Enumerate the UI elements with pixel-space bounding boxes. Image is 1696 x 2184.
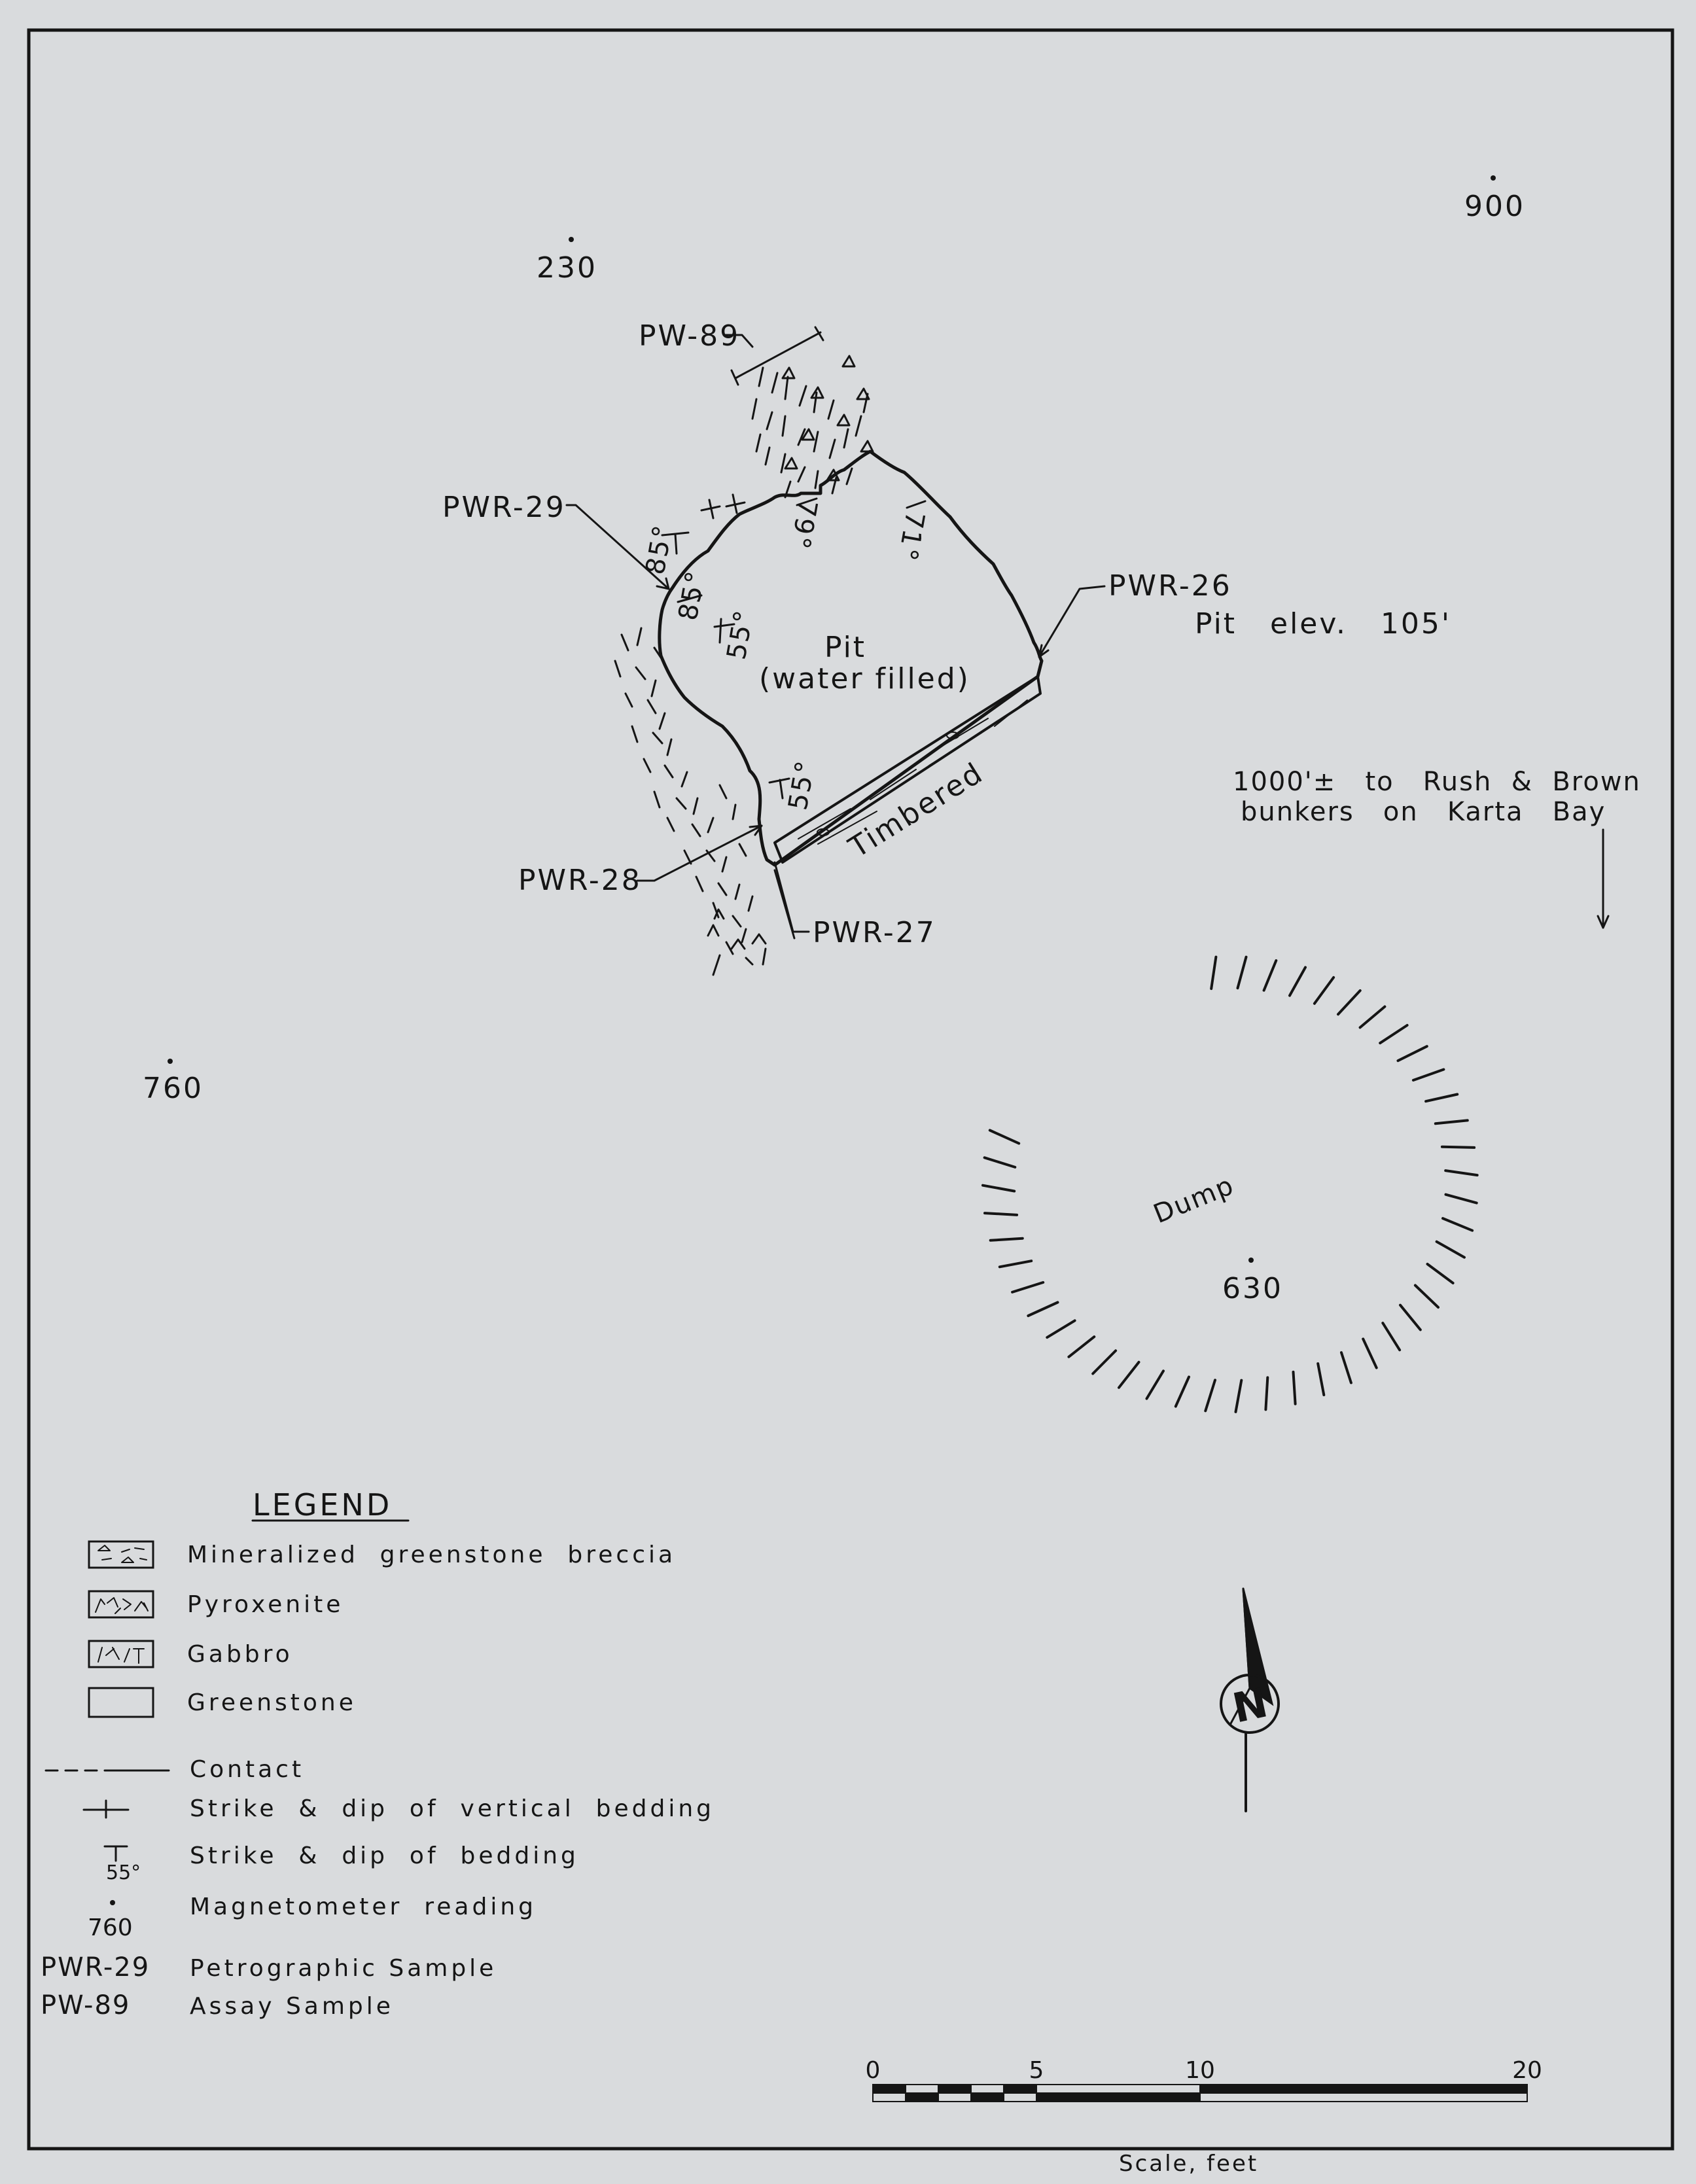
dump-hachure [1012, 1282, 1043, 1292]
legend-item [41, 1990, 394, 2020]
map-border [29, 30, 1672, 2149]
scale-segment [906, 2093, 938, 2102]
greenstone-blank [89, 1688, 153, 1717]
magnetometer-reading [1222, 1258, 1283, 1305]
svg-text:630: 630 [1222, 1272, 1283, 1305]
petrographic-sample-marker [442, 491, 669, 589]
legend-item [84, 1795, 715, 1822]
svg-text:PW-89: PW-89 [639, 319, 741, 353]
legend-item [41, 1952, 497, 1982]
legend-item [89, 1688, 357, 1717]
dump-hachure [991, 1239, 1023, 1241]
petrographic-key: PWR-29 [41, 1952, 150, 1982]
dip-label: 55° [783, 758, 822, 813]
svg-text:PWR-28: PWR-28 [518, 864, 642, 897]
scale-segment [906, 2085, 938, 2093]
scale-segment [1200, 2093, 1527, 2102]
scale-segment [938, 2085, 971, 2093]
svg-text:Magnetometer reading: Magnetometer reading [190, 1893, 537, 1920]
legend-item [89, 1641, 293, 1668]
scale-segment [1036, 2085, 1200, 2093]
scale-tick-label: 20 [1512, 2057, 1542, 2084]
dump-hachure [1341, 1352, 1351, 1383]
dump-hachure [1315, 978, 1334, 1004]
bunkers-note-line2: bunkers on Karta Bay [1241, 797, 1606, 827]
svg-text:PWR-26: PWR-26 [1108, 569, 1232, 603]
bunkers-note-line1: 1000'± to Rush & Brown [1233, 767, 1641, 797]
bunkers-direction-arrow [1598, 830, 1608, 928]
dump-hachure [1265, 1377, 1267, 1409]
magnetometer-reading [143, 1059, 203, 1105]
legend-item [89, 1541, 676, 1568]
svg-text:Pyroxenite: Pyroxenite [187, 1591, 344, 1618]
svg-text:PWR-29: PWR-29 [442, 491, 566, 524]
svg-text:Strike & dip of vertical: Strike & dip of vertical bedding [190, 1795, 715, 1822]
north-letter: N [1228, 1678, 1272, 1733]
scale-bar [873, 2085, 1527, 2102]
scale-segment [1200, 2085, 1527, 2093]
dump-hachure [1442, 1147, 1474, 1148]
svg-text:Contact: Contact [190, 1756, 305, 1783]
dump-hachure [1290, 968, 1305, 996]
legend-title: LEGEND [253, 1487, 393, 1523]
dump-hachure [1436, 1120, 1468, 1123]
legend [41, 1487, 715, 2020]
breccia-pattern [89, 1541, 153, 1568]
dump-hachure [1338, 991, 1360, 1014]
svg-text:Strike & dip of bedding: Strike & dip of bedding [190, 1842, 579, 1869]
scale-tick-label: 5 [1029, 2057, 1044, 2084]
scale-segment [1004, 2085, 1036, 2093]
dump-hachure [985, 1213, 1017, 1215]
magnetometer-reading [537, 237, 597, 285]
dump-hachure [1069, 1337, 1094, 1357]
north-arrow [1221, 1589, 1279, 1811]
dump-hachure [1318, 1364, 1324, 1395]
dump-hachure [1398, 1046, 1427, 1061]
dump-hachure [1363, 1339, 1377, 1367]
dump-hachure [1147, 1371, 1164, 1398]
scale-segment [971, 2085, 1004, 2093]
dump-label: Dump [1149, 1170, 1239, 1230]
dump-hachure [1238, 957, 1246, 989]
svg-text:Assay Sample: Assay Sample [190, 1993, 394, 2020]
timbered-label: Timbered [843, 756, 990, 865]
svg-text:PWR-27: PWR-27 [813, 916, 936, 949]
legend-item [105, 1842, 579, 1884]
dump-hachure [1400, 1305, 1421, 1330]
scale-segment [1004, 2093, 1036, 2102]
dump-hachure [1437, 1242, 1464, 1258]
dump-hachure [1380, 1025, 1407, 1043]
dip-label: 85° [673, 568, 712, 623]
scale-segment [938, 2093, 971, 2102]
magnetometer-reading [1464, 175, 1525, 223]
scale-tick-label: 0 [865, 2057, 881, 2084]
magnetometer-sample-value: 760 [88, 1914, 133, 1941]
svg-text:Greenstone: Greenstone [187, 1689, 357, 1716]
dump-hachure [990, 1131, 1019, 1144]
svg-text:230: 230 [537, 251, 597, 285]
scale-segment [971, 2093, 1004, 2102]
dip-label: 71° [891, 509, 930, 564]
dump-hachure [1028, 1303, 1057, 1316]
dump-hachure [1428, 1264, 1453, 1283]
svg-text:Mineralized greenstone brecc: Mineralized greenstone breccia [187, 1541, 677, 1568]
legend-item [89, 1591, 344, 1618]
bedding-sample-value: 55° [106, 1861, 141, 1884]
bedding-symbol [907, 501, 925, 508]
dump-hachure [1205, 1380, 1215, 1411]
bedding-symbol [105, 1846, 127, 1861]
dump-hachure [1047, 1320, 1074, 1337]
dip-label: 85° [640, 522, 679, 577]
dip-label: 79° [784, 497, 823, 552]
scale-tick-label: 10 [1185, 2057, 1215, 2084]
legend-item [88, 1893, 537, 1941]
dump-hachure [1413, 1070, 1444, 1081]
vertical-bedding-symbol [84, 1801, 128, 1818]
scale-segment [873, 2093, 906, 2102]
dip-label: 55° [721, 607, 760, 662]
dump-hachure [1446, 1195, 1477, 1203]
dump-hachure [1000, 1261, 1031, 1267]
dump-hachure [1383, 1323, 1400, 1350]
dump-hachure [1445, 1171, 1477, 1175]
dump-hachure [1264, 960, 1277, 991]
magnetometer-dot [110, 1900, 115, 1905]
pit-elevation: Pit elev. 105' [1195, 607, 1452, 641]
svg-text:Petrographic Sample: Petrographic Sample [190, 1955, 497, 1982]
svg-text:Gabbro: Gabbro [187, 1641, 293, 1668]
breccia-zone [752, 356, 873, 497]
svg-text:900: 900 [1464, 190, 1525, 223]
dump-hachure [1294, 1372, 1296, 1404]
assay-key: PW-89 [41, 1990, 131, 2020]
pit-sublabel: (water filled) [759, 662, 970, 696]
dump-hachure [1176, 1377, 1189, 1407]
dump-hachure [1443, 1218, 1472, 1231]
dump-hachure [1093, 1350, 1116, 1373]
dump-hachure [983, 1186, 1014, 1191]
pit-label: Pit [824, 631, 867, 664]
dump-hachure [1360, 1007, 1385, 1028]
dump-hachure [1236, 1381, 1242, 1412]
petrographic-sample-marker [775, 862, 936, 949]
dump-hachure [1415, 1286, 1438, 1308]
dump-hachure [1119, 1362, 1139, 1388]
scale-segment [873, 2085, 906, 2093]
dump-hachure [1211, 957, 1216, 989]
scale-title: Scale, feet [1119, 2151, 1259, 2177]
scale-segment [1036, 2093, 1200, 2102]
svg-text:760: 760 [143, 1072, 203, 1105]
gabbro-pattern [89, 1641, 153, 1667]
assay-sample-marker [639, 319, 823, 385]
dump-hachure [985, 1157, 1016, 1167]
dump-hachure [1426, 1095, 1457, 1102]
legend-item [46, 1756, 304, 1783]
